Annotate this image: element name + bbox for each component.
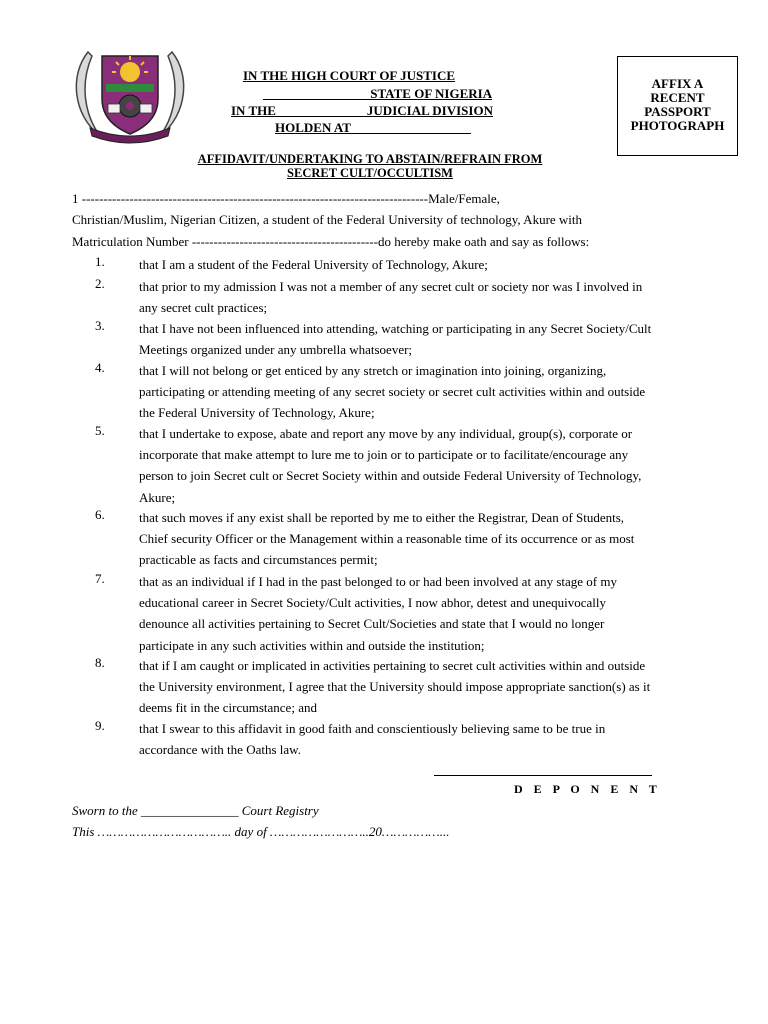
item-text-line: that if I am caught or implicated in activities pertaining to secret cult activities within and outside	[139, 658, 646, 673]
item-text-line: Akure;	[139, 489, 176, 505]
item-number: 5.	[95, 423, 105, 438]
sworn-registry-line: Sworn to the _______________ Court Registry	[72, 803, 319, 818]
item-text	[139, 718, 739, 760]
item-text-line: the Federal University of Technology, Akure;	[139, 405, 375, 421]
item-text-line: the University environment, I agree that the University should impose appropriate sanction(s) as it	[139, 679, 651, 695]
item-text-line: Chief security Officer or the Management within a reasonable time of its occurrence or as most	[139, 531, 635, 547]
item-number: 9.	[95, 718, 105, 733]
holden-line: HOLDEN AT __________________	[275, 120, 471, 135]
item-text-line: Meetings organized under any umbrella whatsoever;	[139, 342, 413, 358]
affidavit-title-line-2: SECRET CULT/OCCULTISM	[287, 166, 453, 180]
item-text-line: deems fit in the circumstance; and	[139, 700, 317, 716]
item-text-line: incorporate that make attempt to lure me to join or to participate or to facilitate/encourage any	[139, 447, 629, 463]
item-text-line: accordance with the Oaths law.	[139, 742, 301, 758]
passport-photo-box	[617, 56, 738, 156]
item-text	[139, 571, 739, 656]
item-text-line: that I will not belong or get enticed by any stretch or imagination into joining, organizing,	[139, 363, 607, 378]
photo-box-line: PASSPORT	[644, 104, 711, 119]
item-text-line: denounce all activities pertaining to Secret Cult/Societies and state that I would no longer	[139, 616, 605, 632]
university-crest-icon	[70, 44, 190, 144]
item-text-line: participate in any such activities within and outside the institution;	[139, 637, 485, 653]
item-text-line: practicable as facts and circumstances permit;	[139, 552, 378, 568]
item-text-line: that such moves if any exist shall be reported by me to either the Registrar, Dean of Students,	[139, 510, 625, 525]
item-text-line: participating or attending meeting of any secret society or secret cult activities within and outside	[139, 384, 646, 400]
deponent-label: D E P O N E N T	[514, 782, 661, 796]
item-text	[139, 423, 739, 508]
item-text	[139, 360, 739, 424]
item-text-line: that I undertake to expose, abate and report any move by any individual, group(s), corporate or	[139, 426, 633, 441]
item-text-line: that I am a student of the Federal University of Technology, Akure;	[139, 257, 488, 272]
state-line: ________________ STATE OF NIGERIA	[263, 86, 493, 101]
affidavit-title-line-1: AFFIDAVIT/UNDERTAKING TO ABSTAIN/REFRAIN FROM	[197, 152, 543, 166]
sworn-date-line: This …………………………….. day of ……………………..20……………...	[72, 824, 450, 839]
item-text-line: educational career in Secret Society/Cult activities, I now abhor, detest and unequivocally	[139, 595, 606, 611]
signature-line	[434, 775, 652, 776]
division-line: IN THE _____________ JUDICIAL DIVISION	[231, 103, 493, 118]
item-number: 4.	[95, 360, 105, 375]
item-text-line: any secret cult practices;	[139, 300, 268, 316]
item-text-line: that as an individual if I had in the past belonged to or had been involved at any stage of my	[139, 574, 617, 589]
photo-box-line: PHOTOGRAPH	[630, 118, 725, 133]
item-text	[139, 318, 739, 360]
item-number: 3.	[95, 318, 105, 333]
item-number: 2.	[95, 276, 105, 291]
item-number: 8.	[95, 655, 105, 670]
item-number: 1.	[95, 254, 105, 269]
item-number: 7.	[95, 571, 105, 586]
item-text	[139, 655, 739, 719]
item-text-line: person to join Secret cult or Secret Society within and outside Federal University of Technology,	[139, 468, 642, 484]
item-text	[139, 507, 739, 571]
court-heading: IN THE HIGH COURT OF JUSTICE	[243, 68, 456, 83]
intro-line-1: 1 --------------------------------------------------------------------------------Male/Female,	[72, 191, 500, 206]
intro-line-3: Matriculation Number -------------------------------------------do hereby make oath and say as follows:	[72, 234, 590, 249]
item-text	[139, 254, 739, 275]
item-text-line: that prior to my admission I was not a member of any secret cult or society nor was I involved in	[139, 279, 643, 294]
photo-box-line: RECENT	[650, 90, 705, 105]
item-number: 6.	[95, 507, 105, 522]
item-text-line: that I have not been influenced into attending, watching or participating in any Secret Society/Cult	[139, 321, 652, 336]
intro-line-2: Christian/Muslim, Nigerian Citizen, a student of the Federal University of technology, Akure with	[72, 212, 583, 227]
item-text	[139, 276, 739, 318]
item-text-line: that I swear to this affidavit in good faith and conscientiously believing same to be true in	[139, 721, 606, 736]
photo-box-line: AFFIX A	[651, 76, 704, 91]
